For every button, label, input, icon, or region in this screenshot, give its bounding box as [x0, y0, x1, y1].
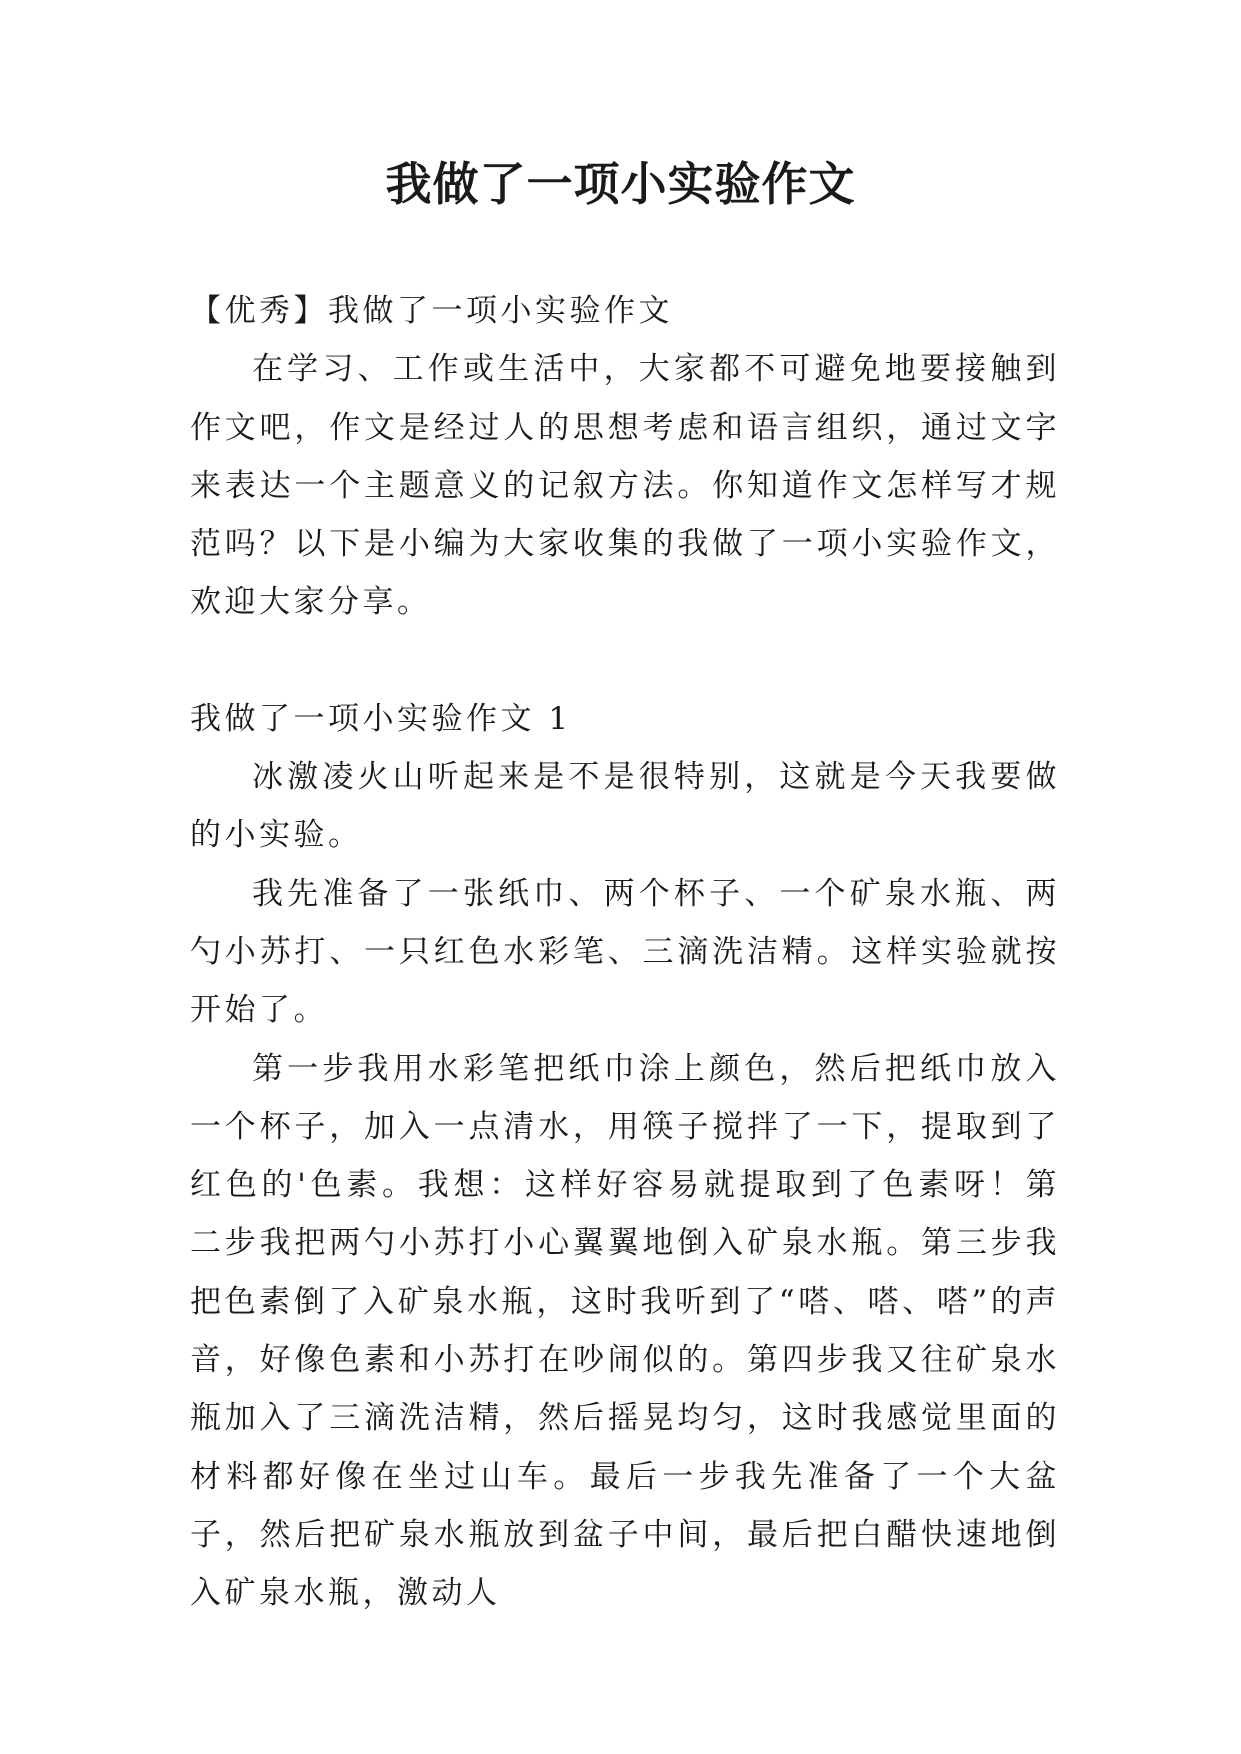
intro-paragraph: 在学习、工作或生活中，大家都不可避免地要接触到作文吧，作文是经过人的思想考虑和语言组织，通过文字来表达一个主题意义的记叙方法。你知道作文怎样写才规范吗？以下是小编为大家收集的我做了一项小实验作文，欢迎大家分享。: [190, 351, 1060, 621]
section-heading: 我做了一项小实验作文 1: [190, 700, 572, 737]
paragraph-2: 我先准备了一张纸巾、两个杯子、一个矿泉水瓶、两勺小苏打、一只红色水彩笔、三滴洗洁精。这样实验就按开始了。: [190, 875, 1060, 1029]
document-title: 我做了一项小实验作文: [385, 157, 856, 211]
paragraph-1: 冰激凌火山听起来是不是很特别，这就是今天我要做的小实验。: [190, 759, 1060, 854]
paragraph-3: 第一步我用水彩笔把纸巾涂上颜色，然后把纸巾放入一个杯子，加入一点清水，用筷子搅拌了一下，提取到了红色的'色素。我想：这样好容易就提取到了色素呀！第二步我把两勺小苏打小心翼翼地倒入矿泉水瓶。第三步我把色素倒了入矿泉水瓶，这时我听到了“嗒、嗒、嗒”的声音，好像色素和小苏打在吵闹似的。第四步我又往矿泉水瓶加入了三滴洗洁精，然后摇晃均匀，这时我感觉里面的材料都好像在坐过山车。最后一步我先准备了一个大盆子，然后把矿泉水瓶放到盆子中间，最后把白醋快速地倒入矿泉水瓶，激动人: [190, 1050, 1060, 1612]
section-spacer: [190, 632, 1060, 690]
intro-heading: 【优秀】我做了一项小实验作文: [190, 293, 673, 329]
document-body: [190, 282, 1060, 1623]
